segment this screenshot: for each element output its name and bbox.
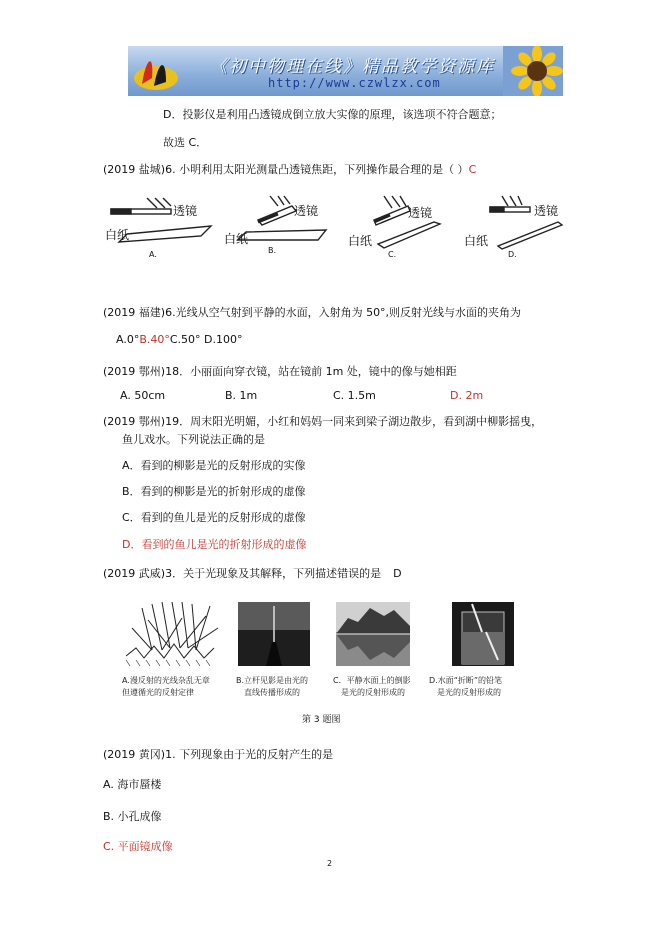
- lens-figure-a: [105, 196, 215, 266]
- question-fujian-options: [116, 333, 243, 346]
- page-number: 2: [327, 859, 333, 868]
- sunflower-icon: [503, 46, 563, 96]
- paper-label: 白纸: [464, 234, 489, 248]
- paper-label: 白纸: [224, 232, 249, 246]
- banner-url[interactable]: http://www.czwlzx.com: [268, 76, 441, 90]
- lens-label: 透镜: [534, 204, 559, 218]
- option-label: A.: [149, 250, 157, 259]
- option-a: A.0°: [116, 333, 140, 346]
- lens-figure-b: [222, 194, 332, 264]
- shadow-pole-photo: [238, 602, 310, 666]
- answer-mark: C: [468, 163, 477, 176]
- diffuse-reflection-diagram: [122, 598, 222, 670]
- caption-c: C．平静水面上的倒影 是光的反射形成的: [333, 676, 411, 697]
- lens-diagram-c: [344, 194, 454, 266]
- question-ezhou18-stem: (2019 鄂州)18．小丽面向穿衣镜，站在镜前 1m 处，镜中的像与她相距: [103, 365, 457, 378]
- option-d-explanation: D．投影仪是利用凸透镜成倒立放大实像的原理，该选项不符合题意；: [163, 108, 502, 121]
- lens-label: 透镜: [294, 204, 319, 218]
- refracted-pencil-photo: [452, 602, 514, 666]
- option-b: B. 1m: [225, 389, 258, 402]
- header-banner: [128, 46, 563, 96]
- caption-b: B.立杆见影是由光的 直线传播形成的: [236, 676, 309, 697]
- lens-figure-c: [344, 194, 454, 266]
- option-b: B. 小孔成像: [103, 810, 162, 823]
- option-label: B.: [268, 246, 277, 255]
- caption-d: D.水面“折断”的铅笔 是光的反射形成的: [429, 676, 502, 697]
- question-huanggang-stem: (2019 黄冈)1. 下列现象由于光的反射产生的是: [103, 748, 334, 761]
- figure-label: 第 3 题图: [302, 715, 341, 725]
- paper-label: 白纸: [348, 234, 373, 248]
- question-stem-text: (2019 盐城)6. 小明利用太阳光测量凸透镜焦距，下列操作最合理的是（ ）: [103, 163, 469, 176]
- option-a: A. 50cm: [120, 389, 166, 402]
- lens-label: 透镜: [408, 206, 433, 220]
- lens-label: 透镜: [173, 204, 198, 218]
- question-ezhou19-stem-line1: (2019 鄂州)19．周末阳光明媚，小红和妈妈一同来到梁子湖边散步，看到湖中柳影摇曳，: [103, 415, 543, 428]
- paper-label: 白纸: [105, 228, 130, 242]
- answer-line: 故选 C．: [163, 136, 208, 149]
- option-d-answer: D．看到的鱼儿是光的折射形成的虚像: [122, 538, 307, 551]
- water-reflection-photo: [336, 602, 410, 666]
- caption-a: A.漫反射的光线杂乱无章 但遵循光的反射定律: [122, 676, 210, 697]
- option-label: D.: [508, 250, 517, 259]
- site-logo: [132, 48, 180, 94]
- option-cd: C.50° D.100°: [169, 333, 243, 346]
- question-ezhou19-stem-line2: 鱼儿戏水。下列说法正确的是: [122, 433, 265, 446]
- option-c-answer: C. 平面镜成像: [103, 840, 173, 853]
- lens-figure-d: [462, 194, 572, 266]
- question-wuwei-stem: [103, 565, 402, 581]
- option-a: A．看到的柳影是光的反射形成的实像: [122, 459, 306, 472]
- option-c: C. 1.5m: [333, 389, 376, 402]
- option-c: C．看到的鱼儿是光的反射形成的虚像: [122, 511, 306, 524]
- option-a: A. 海市蜃楼: [103, 778, 162, 791]
- option-b: B．看到的柳影是光的折射形成的虚像: [122, 485, 306, 498]
- option-b-answer: B.40°: [139, 333, 170, 346]
- banner-title: 《初中物理在线》精品教学资源库: [210, 57, 495, 77]
- question-stem-text: (2019 武威)3．关于光现象及其解释，下列描述错误的是: [103, 567, 382, 580]
- option-d-answer: D. 2m: [450, 389, 484, 402]
- option-label: C.: [388, 250, 397, 259]
- question-yancheng-stem: [103, 161, 476, 177]
- question-fujian-stem: (2019 福建)6.光线从空气射到平静的水面，入射角为 50°,则反射光线与水面的夹角为: [103, 306, 522, 319]
- answer-mark: D: [393, 567, 402, 580]
